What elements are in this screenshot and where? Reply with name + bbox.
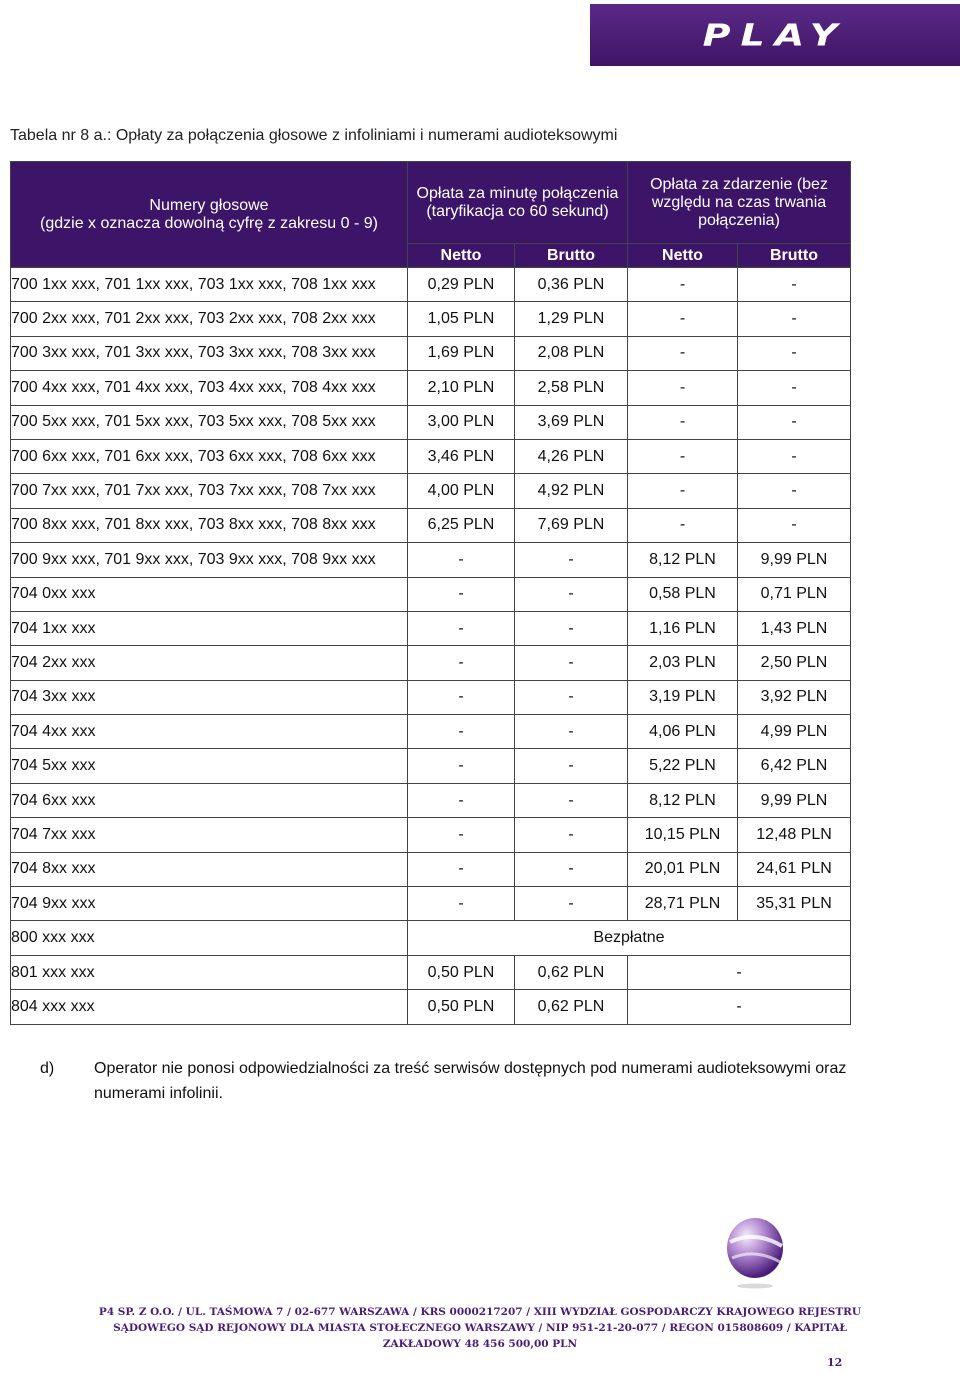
value-cell: 4,26 PLN <box>515 439 628 473</box>
value-cell: 0,50 PLN <box>408 990 515 1024</box>
note-letter: d) <box>40 1060 55 1077</box>
table-caption: Tabela nr 8 a.: Opłaty za połączenia głosowe z infoliniami i numerami audioteksowymi <box>10 127 618 144</box>
value-cell: - <box>408 715 515 749</box>
value-cell: - <box>628 405 738 439</box>
value-cell: 6,42 PLN <box>738 749 851 783</box>
number-cell: 700 5xx xxx, 701 5xx xxx, 703 5xx xxx, 708 5xx xxx <box>11 405 408 439</box>
table-row <box>11 990 851 1024</box>
value-cell: - <box>408 543 515 577</box>
number-cell: 704 0xx xxx <box>11 577 408 611</box>
number-cell: 704 9xx xxx <box>11 887 408 921</box>
value-cell: - <box>628 336 738 370</box>
value-cell: - <box>738 336 851 370</box>
logo-text: PLAY <box>702 17 848 53</box>
value-cell: - <box>408 749 515 783</box>
table-row <box>11 783 851 817</box>
value-cell: - <box>515 852 628 886</box>
value-cell: 3,00 PLN <box>408 405 515 439</box>
number-cell: 700 3xx xxx, 701 3xx xxx, 703 3xx xxx, 708 3xx xxx <box>11 336 408 370</box>
value-cell: - <box>515 680 628 714</box>
value-cell: - <box>408 783 515 817</box>
number-cell: 704 2xx xxx <box>11 646 408 680</box>
value-cell: 28,71 PLN <box>628 887 738 921</box>
number-cell: 700 6xx xxx, 701 6xx xxx, 703 6xx xxx, 708 6xx xxx <box>11 439 408 473</box>
value-cell: 1,16 PLN <box>628 611 738 645</box>
number-cell: 704 1xx xxx <box>11 611 408 645</box>
value-cell: - <box>408 818 515 852</box>
value-cell: - <box>738 371 851 405</box>
table-row <box>11 405 851 439</box>
table-row <box>11 336 851 370</box>
table-row <box>11 887 851 921</box>
value-cell: - <box>515 715 628 749</box>
value-cell: 2,58 PLN <box>515 371 628 405</box>
number-cell: 700 9xx xxx, 701 9xx xxx, 703 9xx xxx, 708 9xx xxx <box>11 543 408 577</box>
number-cell: 804 xxx xxx <box>11 990 408 1024</box>
play-logo <box>590 4 960 66</box>
value-cell: - <box>628 990 851 1024</box>
number-cell: 800 xxx xxx <box>11 921 408 955</box>
table-row <box>11 852 851 886</box>
value-cell: 3,92 PLN <box>738 680 851 714</box>
value-cell: - <box>738 439 851 473</box>
number-cell: 704 4xx xxx <box>11 715 408 749</box>
value-cell: 0,29 PLN <box>408 268 515 302</box>
value-cell: - <box>515 611 628 645</box>
page-number: 12 <box>827 1356 843 1369</box>
table-row <box>11 955 851 989</box>
value-cell: - <box>408 887 515 921</box>
footer-line: ZAKŁADOWY 48 456 500,00 PLN <box>382 1338 578 1350</box>
header-netto: Netto <box>628 244 738 268</box>
table-body <box>11 268 851 1025</box>
value-cell: 1,69 PLN <box>408 336 515 370</box>
value-cell: 3,69 PLN <box>515 405 628 439</box>
header-brutto: Brutto <box>515 244 628 268</box>
value-cell: 4,92 PLN <box>515 474 628 508</box>
value-cell: - <box>408 611 515 645</box>
note-text: Operator nie ponosi odpowiedzialności za treść serwisów dostępnych pod numerami audioteksowymi oraz numerami infolinii. <box>94 1060 847 1102</box>
value-cell: - <box>515 783 628 817</box>
value-cell: 20,01 PLN <box>628 852 738 886</box>
value-cell: 8,12 PLN <box>628 543 738 577</box>
value-cell: - <box>628 268 738 302</box>
number-cell: 704 8xx xxx <box>11 852 408 886</box>
value-cell: - <box>515 887 628 921</box>
value-cell: - <box>515 577 628 611</box>
header-per-event: Opłata za zdarzenie (bez względu na czas trwania połączenia) <box>628 162 851 244</box>
value-cell: 9,99 PLN <box>738 783 851 817</box>
rates-table <box>10 161 851 1025</box>
value-cell: - <box>738 474 851 508</box>
value-cell: 0,62 PLN <box>515 955 628 989</box>
value-cell: 12,48 PLN <box>738 818 851 852</box>
table-row <box>11 474 851 508</box>
table-row <box>11 302 851 336</box>
table-row <box>11 508 851 542</box>
number-cell: 700 4xx xxx, 701 4xx xxx, 703 4xx xxx, 708 4xx xxx <box>11 371 408 405</box>
value-cell: - <box>738 268 851 302</box>
note <box>10 1056 850 1106</box>
number-cell: 700 8xx xxx, 701 8xx xxx, 703 8xx xxx, 708 8xx xxx <box>11 508 408 542</box>
value-cell: 4,06 PLN <box>628 715 738 749</box>
table-row <box>11 680 851 714</box>
value-cell: 2,08 PLN <box>515 336 628 370</box>
header-netto: Netto <box>408 244 515 268</box>
value-cell: 3,19 PLN <box>628 680 738 714</box>
value-cell: - <box>515 749 628 783</box>
value-cell: - <box>628 302 738 336</box>
value-cell: 6,25 PLN <box>408 508 515 542</box>
value-cell: 8,12 PLN <box>628 783 738 817</box>
value-cell: - <box>738 302 851 336</box>
table-row <box>11 715 851 749</box>
number-cell: 700 1xx xxx, 701 1xx xxx, 703 1xx xxx, 708 1xx xxx <box>11 268 408 302</box>
value-cell: - <box>738 508 851 542</box>
header-numbers: Numery głosowe (gdzie x oznacza dowolną cyfrę z zakresu 0 - 9) <box>11 162 408 268</box>
table-row-free <box>11 921 851 955</box>
header-brutto: Brutto <box>738 244 851 268</box>
number-cell: 700 7xx xxx, 701 7xx xxx, 703 7xx xxx, 708 7xx xxx <box>11 474 408 508</box>
header-per-minute: Opłata za minutę połączenia (taryfikacja co 60 sekund) <box>408 162 628 244</box>
value-cell: - <box>515 543 628 577</box>
number-cell: 704 5xx xxx <box>11 749 408 783</box>
number-cell: 704 6xx xxx <box>11 783 408 817</box>
value-cell: - <box>628 508 738 542</box>
value-cell: 2,50 PLN <box>738 646 851 680</box>
number-cell: 704 3xx xxx <box>11 680 408 714</box>
value-cell: - <box>515 646 628 680</box>
value-cell: - <box>408 852 515 886</box>
table-row <box>11 646 851 680</box>
value-cell: 7,69 PLN <box>515 508 628 542</box>
table-row <box>11 439 851 473</box>
value-cell: 0,58 PLN <box>628 577 738 611</box>
play-sphere-icon <box>722 1212 788 1290</box>
free-value: Bezpłatne <box>408 921 851 955</box>
value-cell: 2,10 PLN <box>408 371 515 405</box>
footer-line: SĄDOWEGO SĄD REJONOWY DLA MIASTA STOŁECZNEGO WARSZAWY / NIP 951-21-20-077 / REGON 015808609 / KAPITAŁ <box>113 1322 847 1334</box>
table-row <box>11 268 851 302</box>
value-cell: - <box>408 680 515 714</box>
table-row <box>11 371 851 405</box>
footer-line: P4 SP. Z O.O. / UL. TAŚMOWA 7 / 02-677 WARSZAWA / KRS 0000217207 / XIII WYDZIAŁ GOSPODARCZY KRAJOWEGO REJESTRU <box>98 1306 862 1318</box>
company-footer <box>0 1304 960 1352</box>
table-row <box>11 818 851 852</box>
value-cell: 1,43 PLN <box>738 611 851 645</box>
value-cell: 0,50 PLN <box>408 955 515 989</box>
value-cell: - <box>408 646 515 680</box>
value-cell: 2,03 PLN <box>628 646 738 680</box>
value-cell: 4,00 PLN <box>408 474 515 508</box>
value-cell: 3,46 PLN <box>408 439 515 473</box>
table-row <box>11 611 851 645</box>
table-row <box>11 749 851 783</box>
table-row <box>11 543 851 577</box>
value-cell: 4,99 PLN <box>738 715 851 749</box>
number-cell: 700 2xx xxx, 701 2xx xxx, 703 2xx xxx, 708 2xx xxx <box>11 302 408 336</box>
number-cell: 704 7xx xxx <box>11 818 408 852</box>
value-cell: 9,99 PLN <box>738 543 851 577</box>
value-cell: 35,31 PLN <box>738 887 851 921</box>
value-cell: 1,05 PLN <box>408 302 515 336</box>
value-cell: 0,62 PLN <box>515 990 628 1024</box>
value-cell: - <box>628 371 738 405</box>
value-cell: 5,22 PLN <box>628 749 738 783</box>
number-cell: 801 xxx xxx <box>11 955 408 989</box>
value-cell: 0,36 PLN <box>515 268 628 302</box>
value-cell: - <box>515 818 628 852</box>
value-cell: - <box>628 439 738 473</box>
value-cell: - <box>628 955 851 989</box>
value-cell: 10,15 PLN <box>628 818 738 852</box>
value-cell: - <box>408 577 515 611</box>
value-cell: 1,29 PLN <box>515 302 628 336</box>
value-cell: 24,61 PLN <box>738 852 851 886</box>
value-cell: - <box>738 405 851 439</box>
value-cell: - <box>628 474 738 508</box>
table-row <box>11 577 851 611</box>
value-cell: 0,71 PLN <box>738 577 851 611</box>
